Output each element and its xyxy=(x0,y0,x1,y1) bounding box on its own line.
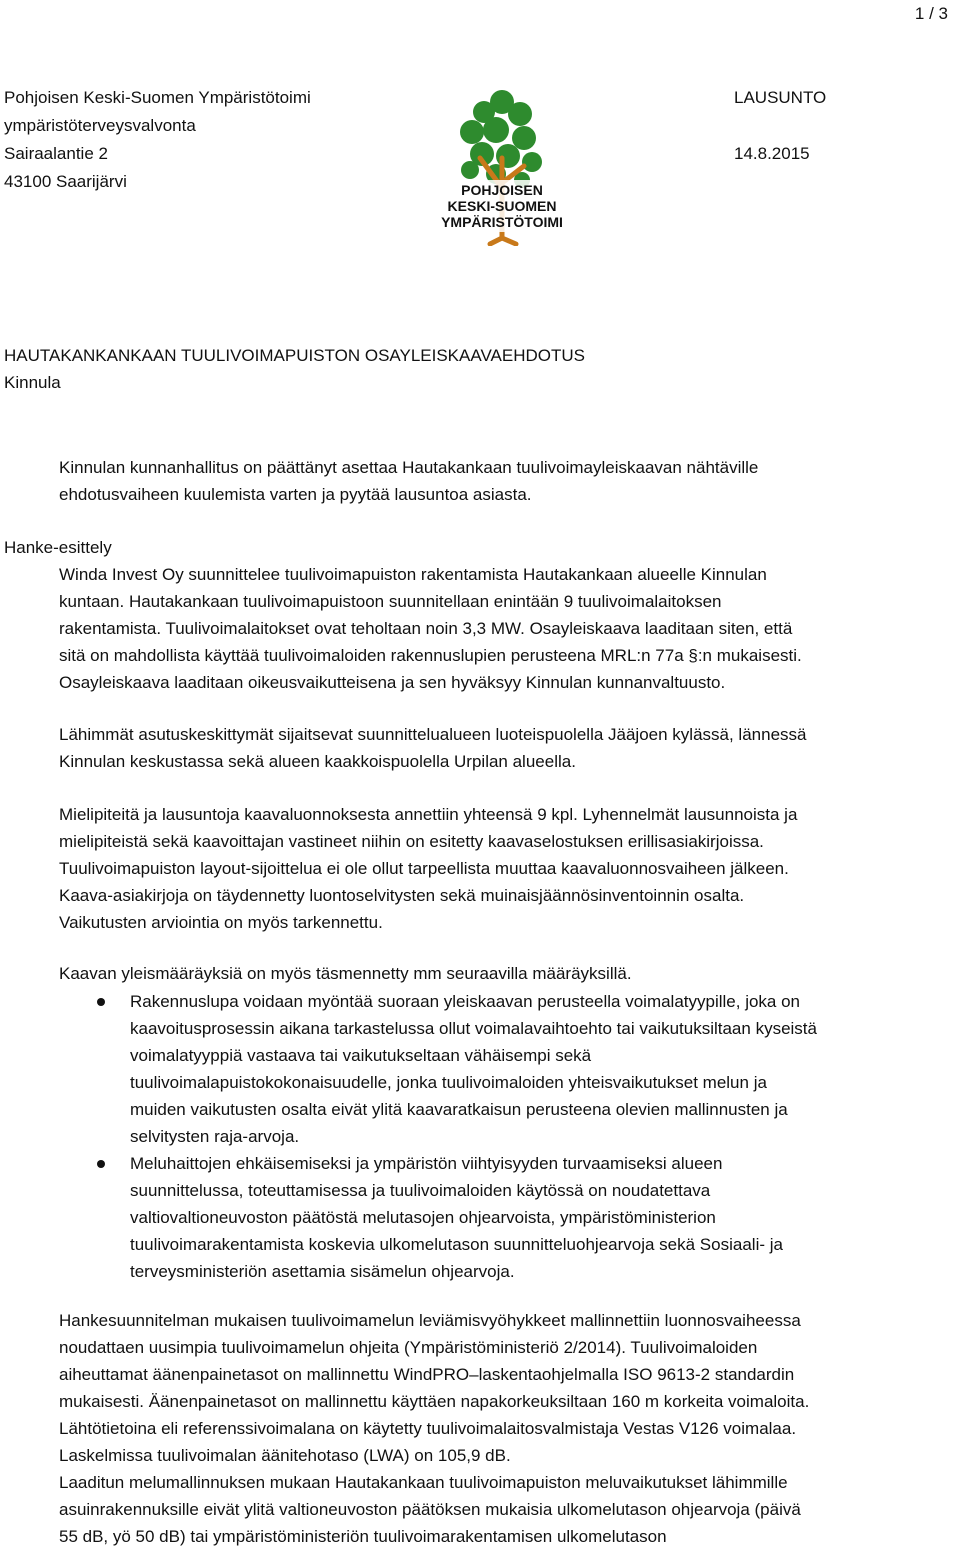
organization-logo xyxy=(432,88,572,246)
text-line: Rakennuslupa voidaan myöntää suoraan yleiskaavan perusteella voimalatyypille, joka on xyxy=(130,992,801,1011)
text-line: sitä on mahdollista käyttää tuulivoimaloiden rakennuslupien perusteena MRL:n 77a §:n mukaisesti. xyxy=(59,646,802,665)
text-line: Hankesuunnitelman mukaisen tuulivoimamelun leviämisvyöhykkeet mallinnettiin luonnosvaiheessa xyxy=(59,1311,801,1330)
text-line: asuinrakennuksille eivät ylitä valtioneuvoston päätöksen mukaisia ulkomelutason ohjearvoja (päivä xyxy=(59,1500,801,1519)
text-line: Vaikutusten arviointia on myös tarkennettu. xyxy=(59,913,383,932)
text-line: voimalatyyppiä vastaava tai vaikutukseltaan vähäisempi sekä xyxy=(130,1046,592,1065)
logo-line-2: KESKI-SUOMEN xyxy=(447,198,557,214)
text-line: Winda Invest Oy suunnittelee tuulivoimapuiston rakentamista Hautakankaan alueelle Kinnulan xyxy=(59,565,767,584)
text-line: muiden vaikutusten osalta eivät ylitä kaavaratkaisun perusteena olevien mallinnusten ja xyxy=(130,1100,788,1119)
text-line: Kinnulan kunnanhallitus on päättänyt asettaa Hautakankaan tuulivoimayleiskaavan nähtäville xyxy=(59,458,759,477)
document-date: 14.8.2015 xyxy=(734,144,810,163)
page-number: 1 / 3 xyxy=(914,4,948,23)
text-line: kaavoitusprosessin aikana tarkastelussa ollut voimalavaihtoehto tai vaikutuksiltaan kyseistä xyxy=(130,1019,817,1038)
text-line: Laskelmissa tuulivoimalan äänitehotaso (LWA) on 105,9 dB. xyxy=(59,1446,511,1465)
text-line: Kaavan yleismääräyksiä on myös täsmennetty mm seuraavilla määräyksillä. xyxy=(59,964,632,983)
text-line: terveysministeriön asettamia sisämelun ohjearvoja. xyxy=(130,1262,515,1281)
document-type: LAUSUNTO xyxy=(734,88,827,107)
text-line: suunnittelussa, toteuttamisessa ja tuulivoimaloiden käytössä on noudatettava xyxy=(130,1181,711,1200)
text-line: Osayleiskaava laaditaan oikeusvaikutteisena ja sen hyväksyy Kinnulan kunnanvaltuusto. xyxy=(59,673,726,692)
text-line: Lähtötietoina eli referenssivoimalana on käytetty tuulivoimalaitosvalmistaja Vestas V126 voimalaa. xyxy=(59,1419,797,1438)
intro-paragraph xyxy=(59,454,949,508)
logo-line-3: YMPÄRISTÖTOIMI xyxy=(441,214,563,230)
sender-unit: ympäristöterveysvalvonta xyxy=(4,116,196,135)
paragraph-regulations-intro xyxy=(59,960,949,987)
regulations-list xyxy=(59,988,949,1285)
text-line: Lähimmät asutuskeskittymät sijaitsevat suunnittelualueen luoteispuolella Jääjoen kylässä, lännessä xyxy=(59,725,807,744)
text-line: tuulivoimalapuistokokonaisuudelle, jonka tuulivoimaloiden yhteisvaikutukset melun ja xyxy=(130,1073,767,1092)
bullet-icon xyxy=(97,1160,105,1168)
text-line: Kaava-asiakirjoja on täydennetty luontoselvitysten sekä muinaisjäännösinventoinnin osalta. xyxy=(59,886,745,905)
text-line: Mielipiteitä ja lausuntoja kaavaluonnoksesta annettiin yhteensä 9 kpl. Lyhennelmät lausunnoista ja xyxy=(59,805,798,824)
text-line: Laaditun melumallinnuksen mukaan Hautakankaan tuulivoimapuiston meluvaikutukset lähimmille xyxy=(59,1473,788,1492)
text-line: ehdotusvaiheen kuulemista varten ja pyytää lausuntoa asiasta. xyxy=(59,485,532,504)
text-line: 55 dB, yö 50 dB) tai ympäristöministeriön tuulivoimarakentamisen ulkomelutason xyxy=(59,1527,667,1546)
text-line: Tuulivoimapuiston layout-sijoittelua ei ole ollut tarpeellista muuttaa kaavaluonnosvaiheen jälkeen. xyxy=(59,859,789,878)
paragraph-project xyxy=(59,561,949,696)
text-line: Kinnulan keskustassa sekä alueen kaakkoispuolella Urpilan alueella. xyxy=(59,752,576,771)
paragraph-settlements xyxy=(59,721,949,775)
text-line: noudattaen uusimpia tuulivoimamelun ohjeita (Ympäristöministeriö 2/2014). Tuulivoimaloiden xyxy=(59,1338,758,1357)
section-heading: Hanke-esittely xyxy=(4,538,112,557)
text-line: kuntaan. Hautakankaan tuulivoimapuistoon suunnitellaan enintään 9 tuulivoimalaitoksen xyxy=(59,592,722,611)
bullet-icon xyxy=(97,998,105,1006)
title-main: HAUTAKANKANKAAN TUULIVOIMAPUISTON OSAYLEISKAAVAEHDOTUS xyxy=(4,346,585,365)
sender-postal: 43100 Saarijärvi xyxy=(4,172,127,191)
text-line: mielipiteistä sekä kaavoittajan vastineet niihin on esitetty kaavaselostuksen erillisasiakirjoissa. xyxy=(59,832,764,851)
paragraph-noise-modelling xyxy=(59,1307,949,1550)
paragraph-feedback xyxy=(59,801,949,936)
text-line: valtiovaltioneuvoston päätöstä melutasojen ohjearvoista, ympäristöministerion xyxy=(130,1208,716,1227)
text-line: rakentamista. Tuulivoimalaitokset ovat teholtaan noin 3,3 MW. Osayleiskaava laaditaan siten, että xyxy=(59,619,793,638)
sender-org: Pohjoisen Keski-Suomen Ympäristötoimi xyxy=(4,88,311,107)
list-item xyxy=(59,988,949,1150)
logo-line-1: POHJOISEN xyxy=(461,182,543,198)
list-item xyxy=(59,1150,949,1285)
sender-address xyxy=(4,84,311,196)
text-line: aiheuttamat äänenpainetasot on mallinnettu WindPRO–laskentaohjelmalla ISO 9613-2 standardin xyxy=(59,1365,795,1384)
document-title xyxy=(4,342,585,396)
text-line: Meluhaittojen ehkäisemiseksi ja ympäristön viihtyisyyden turvaamiseksi alueen xyxy=(130,1154,723,1173)
title-sub: Kinnula xyxy=(4,373,61,392)
text-line: mukaisesti. Äänenpainetasot on mallinnettu käyttäen napakorkeuksiltaan 160 m korkeita voimaloita. xyxy=(59,1392,810,1411)
text-line: selvitysten raja-arvoja. xyxy=(130,1127,300,1146)
sender-street: Sairaalantie 2 xyxy=(4,144,108,163)
text-line: tuulivoimarakentamista koskevia ulkomelutason suunnitteluohjearvoja sekä Sosiaali- ja xyxy=(130,1235,783,1254)
